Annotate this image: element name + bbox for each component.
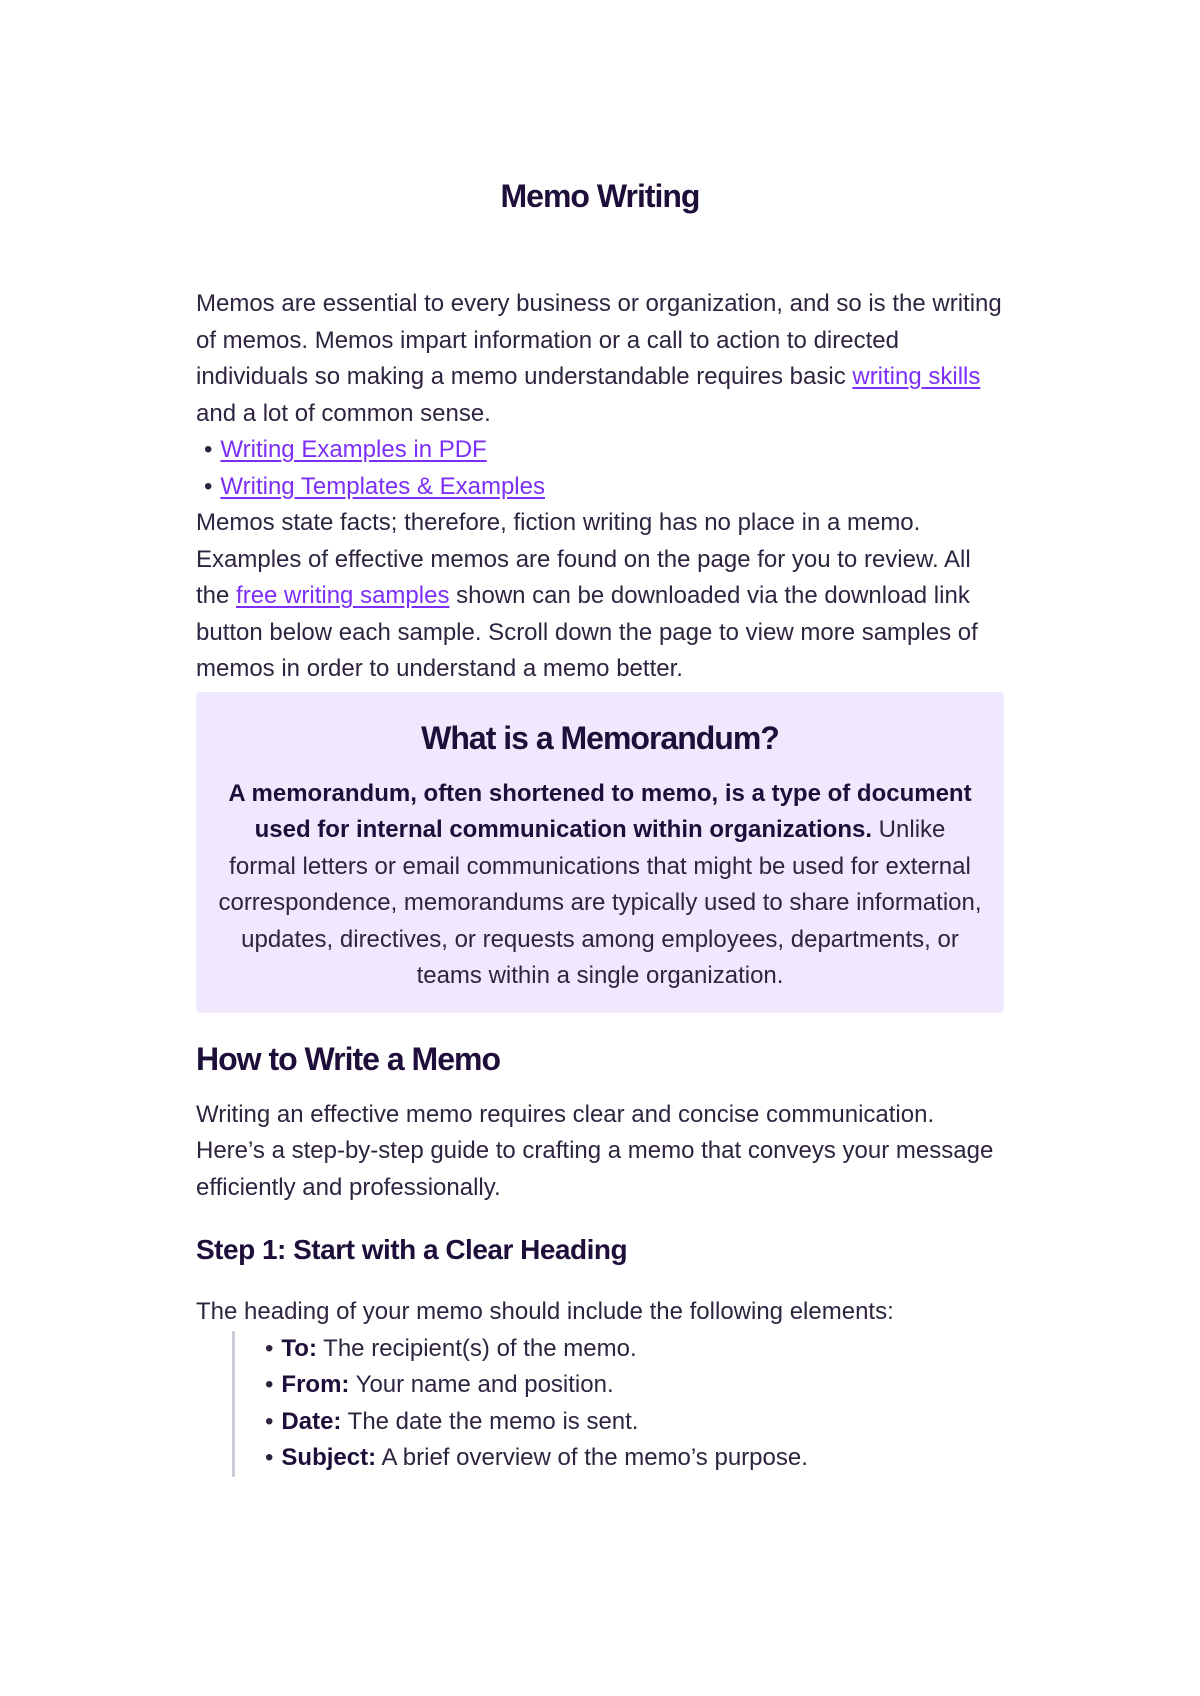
- bullet-icon: •: [265, 1407, 274, 1435]
- how-to-paragraph: Writing an effective memo requires clear and concise communication. Here’s a step-by-step guide to crafting a memo that conveys your message efficiently and professionally.: [196, 1100, 994, 1201]
- writing-templates-link[interactable]: Writing Templates & Examples: [220, 472, 545, 500]
- callout-title: What is a Memorandum?: [421, 719, 779, 756]
- how-to-heading: How to Write a Memo: [196, 1040, 500, 1077]
- page-title: Memo Writing: [500, 178, 700, 214]
- callout-rest-text: Unlike formal letters or email communications that might be used for external correspondence, memorandums are typically used to share information, updates, directives, or requests among employees, departments, or teams within a single organization.: [218, 816, 982, 989]
- writing-examples-pdf-link[interactable]: Writing Examples in PDF: [220, 436, 487, 463]
- item-label: From:: [281, 1371, 350, 1398]
- item-text: Your name and position.: [349, 1371, 614, 1398]
- bullet-icon: •: [265, 1334, 274, 1362]
- memorandum-callout-box: [196, 692, 1004, 1013]
- writing-skills-link[interactable]: writing skills: [852, 363, 981, 390]
- bullet-icon: •: [265, 1371, 274, 1398]
- free-writing-samples-link[interactable]: free writing samples: [236, 582, 450, 609]
- list-item: [265, 1331, 1004, 1368]
- intro-paragraph: [196, 286, 1004, 432]
- document-page: [196, 168, 1004, 1477]
- item-text: The date the memo is sent.: [341, 1407, 639, 1435]
- callout-body: [218, 776, 982, 995]
- heading-elements-list: [232, 1331, 1004, 1477]
- bullet-icon: •: [204, 436, 213, 463]
- step1-heading: Step 1: Start with a Clear Heading: [196, 1234, 628, 1265]
- intro-text-part1: Memos are essential to every business or organization, and so is the writing of memos. Memos impart information or a call to action to directed individuals so making a memo understandable requires basic: [196, 290, 1002, 390]
- list-item: [204, 469, 1004, 506]
- facts-text-part1: Memos state facts; therefore, fiction writing has no place in a memo. Examples of effective memos are found on the page for you to review. All the: [196, 509, 971, 609]
- intro-text-part2: and a lot of common sense.: [196, 399, 491, 427]
- facts-paragraph: [196, 505, 1004, 688]
- bullet-icon: •: [204, 472, 213, 500]
- item-label: Subject:: [281, 1444, 377, 1471]
- item-label: To:: [281, 1334, 317, 1362]
- callout-bold-text: A memorandum, often shortened to memo, is a type of document used for internal communication within organizations.: [228, 779, 972, 843]
- item-text: A brief overview of the memo’s purpose.: [376, 1444, 808, 1471]
- related-links-list: [196, 432, 1004, 505]
- list-item: [265, 1367, 1004, 1404]
- list-item: [265, 1440, 1004, 1477]
- list-item: [204, 432, 1004, 469]
- bullet-icon: •: [265, 1444, 274, 1471]
- list-item: [265, 1404, 1004, 1441]
- item-label: Date:: [281, 1407, 342, 1435]
- step1-intro: The heading of your memo should include the following elements:: [196, 1298, 894, 1325]
- item-text: The recipient(s) of the memo.: [316, 1334, 637, 1362]
- facts-text-part2: shown can be downloaded via the download link button below each sample. Scroll down the page to view more samples of memos in order to understand a memo better.: [196, 582, 978, 682]
